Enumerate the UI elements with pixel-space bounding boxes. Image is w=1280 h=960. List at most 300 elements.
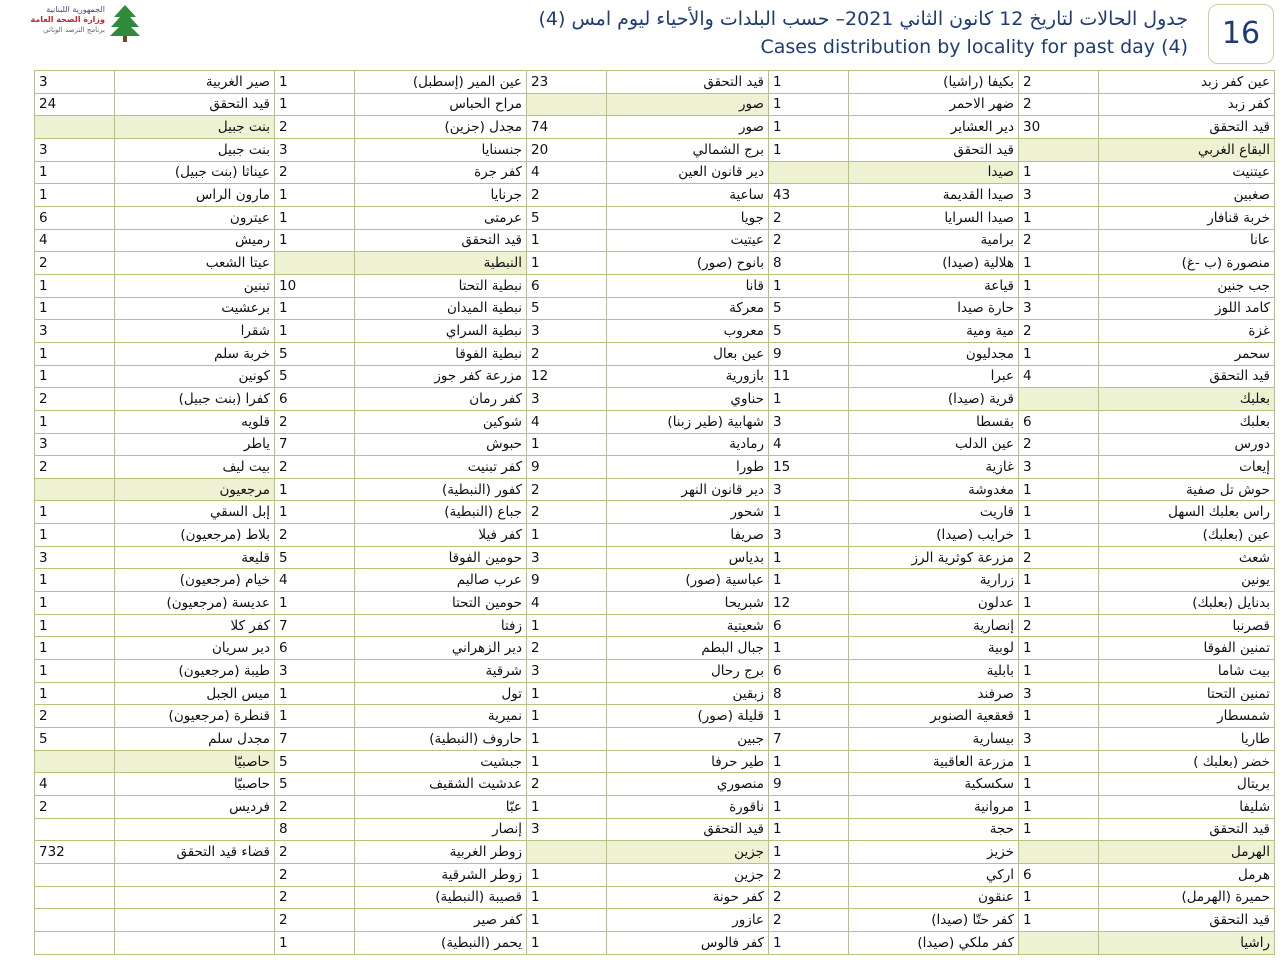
count-cell: 1 — [1019, 796, 1099, 819]
locality-cell: ياطر — [115, 433, 275, 456]
locality-cell: صغبين — [1099, 184, 1275, 207]
locality-cell: مية ومية — [849, 320, 1019, 343]
locality-cell: رميش — [115, 229, 275, 252]
count-cell: 6 — [35, 206, 115, 229]
count-cell: 1 — [35, 524, 115, 547]
table-row — [35, 750, 1275, 773]
count-cell: 5 — [275, 546, 355, 569]
count-cell: 7 — [275, 614, 355, 637]
locality-cell: برج الشمالي — [607, 138, 769, 161]
count-cell: 1 — [35, 682, 115, 705]
locality-cell: شهابية (طير زبنا) — [607, 410, 769, 433]
locality-cell: عدلون — [849, 592, 1019, 615]
locality-cell: حاصبيّا — [115, 750, 275, 773]
page-header — [0, 0, 1280, 68]
locality-cell: لوبية — [849, 637, 1019, 660]
count-cell: 2 — [35, 796, 115, 819]
locality-cell: قيد التحقق — [355, 229, 527, 252]
locality-cell: كفر زبد — [1099, 93, 1275, 116]
count-cell: 1 — [769, 841, 849, 864]
locality-cell: صيدا — [849, 161, 1019, 184]
locality-cell: بيت شاما — [1099, 660, 1275, 683]
locality-cell — [115, 863, 275, 886]
locality-cell: برعشيت — [115, 297, 275, 320]
count-cell: 20 — [527, 138, 607, 161]
locality-cell: معركة — [607, 297, 769, 320]
count-cell: 1 — [769, 138, 849, 161]
locality-cell: مزرعة كوثرية الرز — [849, 546, 1019, 569]
locality-cell: شقرا — [115, 320, 275, 343]
locality-cell: قيد التحقق — [849, 138, 1019, 161]
count-cell: 2 — [1019, 71, 1099, 94]
count-cell: 3 — [527, 320, 607, 343]
table-row — [35, 274, 1275, 297]
locality-cell: غازية — [849, 456, 1019, 479]
count-cell — [35, 478, 115, 501]
locality-cell: بازورية — [607, 365, 769, 388]
count-cell — [769, 161, 849, 184]
locality-cell: حومين الفوقا — [355, 546, 527, 569]
count-cell: 3 — [1019, 728, 1099, 751]
table-row — [35, 206, 1275, 229]
count-cell: 1 — [1019, 206, 1099, 229]
locality-cell: عانا — [1099, 229, 1275, 252]
locality-cell: كفر فيلا — [355, 524, 527, 547]
table-row — [35, 773, 1275, 796]
count-cell: 5 — [275, 342, 355, 365]
count-cell — [35, 863, 115, 886]
locality-cell: عيترون — [115, 206, 275, 229]
locality-cell: بيت ليف — [115, 456, 275, 479]
count-cell: 1 — [527, 796, 607, 819]
locality-cell: خربة قنافار — [1099, 206, 1275, 229]
count-cell: 2 — [769, 206, 849, 229]
table-row — [35, 93, 1275, 116]
locality-cell: مغدوشة — [849, 478, 1019, 501]
locality-cell — [115, 818, 275, 841]
table-row — [35, 660, 1275, 683]
locality-cell: اركي — [849, 863, 1019, 886]
table-row — [35, 320, 1275, 343]
locality-cell: عين كفر زبد — [1099, 71, 1275, 94]
count-cell: 1 — [35, 637, 115, 660]
count-cell — [1019, 138, 1099, 161]
locality-cell: الهرمل — [1099, 841, 1275, 864]
locality-cell: خربة سلم — [115, 342, 275, 365]
count-cell — [275, 252, 355, 275]
count-cell: 1 — [35, 161, 115, 184]
count-cell — [1019, 931, 1099, 954]
count-cell: 2 — [35, 252, 115, 275]
count-cell: 15 — [769, 456, 849, 479]
locality-cell: جبال البطم — [607, 637, 769, 660]
count-cell: 732 — [35, 841, 115, 864]
locality-cell: عبّا — [355, 796, 527, 819]
count-cell: 1 — [769, 818, 849, 841]
locality-cell: حومين التحتا — [355, 592, 527, 615]
count-cell: 1 — [1019, 569, 1099, 592]
count-cell: 2 — [275, 524, 355, 547]
count-cell: 2 — [275, 863, 355, 886]
locality-cell: غزة — [1099, 320, 1275, 343]
count-cell: 2 — [1019, 320, 1099, 343]
locality-cell: شبريحا — [607, 592, 769, 615]
count-cell: 1 — [769, 705, 849, 728]
count-cell: 3 — [275, 660, 355, 683]
count-cell: 3 — [1019, 297, 1099, 320]
table-row — [35, 252, 1275, 275]
table-row — [35, 388, 1275, 411]
count-cell: 1 — [275, 229, 355, 252]
title-arabic: جدول الحالات لتاريخ 12 كانون الثاني 2021– حسب البلدات والأحياء ليوم امس (4) — [538, 8, 1188, 30]
count-cell: 1 — [275, 501, 355, 524]
count-cell: 43 — [769, 184, 849, 207]
locality-cell: كامد اللوز — [1099, 297, 1275, 320]
count-cell: 11 — [769, 365, 849, 388]
table-row — [35, 886, 1275, 909]
count-cell — [527, 841, 607, 864]
locality-cell: قنطرة (مرجعيون) — [115, 705, 275, 728]
count-cell: 1 — [35, 501, 115, 524]
count-cell: 2 — [35, 705, 115, 728]
count-cell: 1 — [527, 728, 607, 751]
table-row — [35, 524, 1275, 547]
locality-cell: قيد التحقق — [1099, 116, 1275, 139]
logo-line-3: برنامج الترصد الوبائي — [43, 26, 105, 34]
count-cell: 2 — [769, 909, 849, 932]
count-cell: 3 — [275, 138, 355, 161]
count-cell: 3 — [527, 546, 607, 569]
locality-cell: عازور — [607, 909, 769, 932]
locality-cell: جزين — [607, 841, 769, 864]
locality-cell: خيام (مرجعيون) — [115, 569, 275, 592]
locality-cell: قليعة — [115, 546, 275, 569]
count-cell: 2 — [769, 886, 849, 909]
locality-cell: بقسطا — [849, 410, 1019, 433]
ministry-logo — [10, 3, 142, 43]
locality-cell: إبل السقي — [115, 501, 275, 524]
count-cell: 6 — [1019, 410, 1099, 433]
count-cell: 1 — [1019, 818, 1099, 841]
count-cell: 4 — [527, 161, 607, 184]
count-cell — [35, 886, 115, 909]
count-cell: 3 — [35, 138, 115, 161]
locality-cell: صور — [607, 93, 769, 116]
locality-cell — [115, 931, 275, 954]
locality-cell: قيد التحقق — [115, 93, 275, 116]
count-cell: 1 — [275, 71, 355, 94]
logo-text — [10, 5, 105, 35]
locality-cell: طورا — [607, 456, 769, 479]
count-cell: 1 — [769, 71, 849, 94]
locality-cell: ضهر الاحمر — [849, 93, 1019, 116]
locality-cell: جنسنايا — [355, 138, 527, 161]
locality-cell: شوكين — [355, 410, 527, 433]
locality-cell: قيد التحقق — [607, 818, 769, 841]
locality-cell: جب جنين — [1099, 274, 1275, 297]
count-cell: 1 — [1019, 501, 1099, 524]
count-cell: 2 — [275, 886, 355, 909]
count-cell: 1 — [769, 931, 849, 954]
locality-cell: صير الغربية — [115, 71, 275, 94]
count-cell: 3 — [35, 71, 115, 94]
locality-cell: شعث — [1099, 546, 1275, 569]
locality-cell: طير حرفا — [607, 750, 769, 773]
count-cell: 1 — [527, 705, 607, 728]
count-cell: 2 — [275, 456, 355, 479]
table-row — [35, 138, 1275, 161]
count-cell: 1 — [1019, 524, 1099, 547]
locality-cell: راس بعلبك السهل — [1099, 501, 1275, 524]
locality-cell: بنت جبيل — [115, 138, 275, 161]
locality-cell: خزيز — [849, 841, 1019, 864]
count-cell — [1019, 388, 1099, 411]
count-cell: 1 — [275, 478, 355, 501]
locality-cell: خرايب (صيدا) — [849, 524, 1019, 547]
count-cell: 30 — [1019, 116, 1099, 139]
count-cell: 1 — [1019, 637, 1099, 660]
count-cell: 6 — [527, 274, 607, 297]
count-cell — [35, 750, 115, 773]
locality-cell: شرقية — [355, 660, 527, 683]
count-cell: 1 — [527, 252, 607, 275]
count-cell: 2 — [1019, 433, 1099, 456]
table-row — [35, 433, 1275, 456]
locality-cell: جباع (النبطية) — [355, 501, 527, 524]
count-cell: 1 — [769, 569, 849, 592]
locality-cell: طاريا — [1099, 728, 1275, 751]
locality-cell: رمادية — [607, 433, 769, 456]
locality-cell: فرديس — [115, 796, 275, 819]
count-cell: 3 — [35, 433, 115, 456]
table-row — [35, 682, 1275, 705]
locality-cell: مجدل (جزين) — [355, 116, 527, 139]
count-cell: 4 — [527, 592, 607, 615]
locality-cell: صريفا — [607, 524, 769, 547]
locality-cell: كونين — [115, 365, 275, 388]
count-cell: 2 — [527, 478, 607, 501]
locality-cell: حوش تل صفية — [1099, 478, 1275, 501]
count-cell: 1 — [769, 546, 849, 569]
count-cell: 2 — [275, 410, 355, 433]
count-cell: 1 — [35, 569, 115, 592]
locality-cell: كفر حونة — [607, 886, 769, 909]
table-row — [35, 614, 1275, 637]
count-cell: 1 — [1019, 161, 1099, 184]
count-cell: 1 — [275, 297, 355, 320]
locality-cell: نبطية السراي — [355, 320, 527, 343]
table-row — [35, 569, 1275, 592]
table-row — [35, 71, 1275, 94]
locality-cell: قانا — [607, 274, 769, 297]
count-cell: 1 — [275, 682, 355, 705]
locality-cell: بريتال — [1099, 773, 1275, 796]
locality-cell: جبين — [607, 728, 769, 751]
count-cell: 2 — [275, 116, 355, 139]
locality-cell: طيبة (مرجعيون) — [115, 660, 275, 683]
locality-cell: تبنين — [115, 274, 275, 297]
locality-cell: قلويه — [115, 410, 275, 433]
count-cell: 1 — [769, 93, 849, 116]
count-cell: 1 — [35, 274, 115, 297]
count-cell: 5 — [275, 750, 355, 773]
count-cell: 1 — [527, 614, 607, 637]
locality-cell: كفر كلا — [115, 614, 275, 637]
locality-cell: بانوح (صور) — [607, 252, 769, 275]
count-cell: 23 — [527, 71, 607, 94]
table-row — [35, 728, 1275, 751]
count-cell: 3 — [527, 388, 607, 411]
locality-cell: كفر جرة — [355, 161, 527, 184]
locality-cell: عديسة (مرجعيون) — [115, 592, 275, 615]
count-cell: 3 — [527, 660, 607, 683]
count-cell: 1 — [35, 365, 115, 388]
count-cell: 8 — [769, 252, 849, 275]
locality-cell: منصوري — [607, 773, 769, 796]
count-cell: 1 — [769, 796, 849, 819]
count-cell: 3 — [769, 524, 849, 547]
locality-cell: عنقون — [849, 886, 1019, 909]
count-cell: 5 — [275, 365, 355, 388]
locality-cell: عباسية (صور) — [607, 569, 769, 592]
locality-cell: قيد التحقق — [1099, 909, 1275, 932]
count-cell: 2 — [1019, 614, 1099, 637]
locality-cell: قياعة — [849, 274, 1019, 297]
count-cell: 6 — [275, 388, 355, 411]
count-cell: 1 — [1019, 886, 1099, 909]
count-cell: 1 — [35, 660, 115, 683]
count-cell: 1 — [769, 750, 849, 773]
locality-cell: كفر فالوس — [607, 931, 769, 954]
count-cell: 2 — [527, 773, 607, 796]
locality-cell: عيتنيت — [1099, 161, 1275, 184]
locality-cell: صرفند — [849, 682, 1019, 705]
count-cell: 74 — [527, 116, 607, 139]
locality-cell: قعقعية الصنوبر — [849, 705, 1019, 728]
locality-cell: مجدليون — [849, 342, 1019, 365]
locality-cell: قيد التحقق — [1099, 365, 1275, 388]
locality-cell: قليلة (صور) — [607, 705, 769, 728]
count-cell: 2 — [527, 184, 607, 207]
locality-cell: بعلبك — [1099, 410, 1275, 433]
locality-cell: كفر رمان — [355, 388, 527, 411]
count-cell: 7 — [275, 728, 355, 751]
count-cell: 9 — [527, 456, 607, 479]
count-cell: 2 — [275, 841, 355, 864]
count-cell: 4 — [769, 433, 849, 456]
count-cell: 1 — [1019, 478, 1099, 501]
table-row — [35, 478, 1275, 501]
locality-cell: ناقورة — [607, 796, 769, 819]
page-number-badge: 16 — [1208, 4, 1274, 64]
locality-cell: هلالية (صيدا) — [849, 252, 1019, 275]
table-row — [35, 931, 1275, 954]
count-cell: 3 — [769, 410, 849, 433]
count-cell: 2 — [275, 909, 355, 932]
locality-cell: ساعية — [607, 184, 769, 207]
table-row — [35, 909, 1275, 932]
locality-cell: كفر حتّا (صيدا) — [849, 909, 1019, 932]
table-row — [35, 116, 1275, 139]
locality-cell: نميرية — [355, 705, 527, 728]
logo-line-2: وزارة الصحة العامة — [30, 15, 105, 24]
count-cell: 1 — [769, 501, 849, 524]
locality-cell: حميرة (الهرمل) — [1099, 886, 1275, 909]
count-cell: 9 — [527, 569, 607, 592]
locality-cell: عيتيت — [607, 229, 769, 252]
count-cell: 1 — [1019, 660, 1099, 683]
locality-cell: شليفا — [1099, 796, 1275, 819]
count-cell: 4 — [35, 773, 115, 796]
table-row — [35, 297, 1275, 320]
locality-cell: مارون الراس — [115, 184, 275, 207]
locality-cell: كفرا (بنت جبيل) — [115, 388, 275, 411]
count-cell: 1 — [769, 116, 849, 139]
count-cell: 4 — [527, 410, 607, 433]
locality-cell: حبوش — [355, 433, 527, 456]
locality-cell: حاصبيّا — [115, 773, 275, 796]
locality-cell: بدنايل (بعلبك) — [1099, 592, 1275, 615]
locality-cell: قضاء قيد التحقق — [115, 841, 275, 864]
locality-cell: عيناثا (بنت جبيل) — [115, 161, 275, 184]
locality-cell: حارة صيدا — [849, 297, 1019, 320]
count-cell: 1 — [769, 274, 849, 297]
count-cell: 1 — [1019, 750, 1099, 773]
locality-cell: شحور — [607, 501, 769, 524]
table-row — [35, 456, 1275, 479]
locality-cell: معروب — [607, 320, 769, 343]
locality-cell: شعيتية — [607, 614, 769, 637]
table-row — [35, 841, 1275, 864]
table-row — [35, 410, 1275, 433]
locality-cell: زبقين — [607, 682, 769, 705]
count-cell: 8 — [275, 818, 355, 841]
table-row — [35, 796, 1275, 819]
table-row — [35, 637, 1275, 660]
count-cell: 1 — [35, 184, 115, 207]
locality-cell: سكسكية — [849, 773, 1019, 796]
count-cell: 1 — [35, 592, 115, 615]
table-row — [35, 818, 1275, 841]
count-cell: 1 — [35, 614, 115, 637]
locality-cell: قصيبة (النبطية) — [355, 886, 527, 909]
count-cell: 5 — [769, 297, 849, 320]
count-cell: 2 — [527, 501, 607, 524]
count-cell: 1 — [275, 592, 355, 615]
count-cell: 5 — [769, 320, 849, 343]
locality-cell: نبطية الفوقا — [355, 342, 527, 365]
locality-cell: برج رحال — [607, 660, 769, 683]
count-cell: 1 — [275, 320, 355, 343]
count-cell: 1 — [527, 886, 607, 909]
locality-cell: منصورة (ب -غ) — [1099, 252, 1275, 275]
title-english: Cases distribution by locality for past day (4) — [760, 36, 1188, 58]
locality-cell: دير سريان — [115, 637, 275, 660]
count-cell: 10 — [275, 274, 355, 297]
count-cell: 1 — [1019, 592, 1099, 615]
count-cell — [1019, 841, 1099, 864]
locality-cell: جزين — [607, 863, 769, 886]
count-cell: 12 — [769, 592, 849, 615]
locality-cell: سحمر — [1099, 342, 1275, 365]
count-cell: 4 — [275, 569, 355, 592]
count-cell: 8 — [769, 682, 849, 705]
count-cell: 5 — [35, 728, 115, 751]
table-row — [35, 592, 1275, 615]
count-cell: 1 — [769, 637, 849, 660]
locality-cell: جبشيت — [355, 750, 527, 773]
count-cell — [527, 93, 607, 116]
